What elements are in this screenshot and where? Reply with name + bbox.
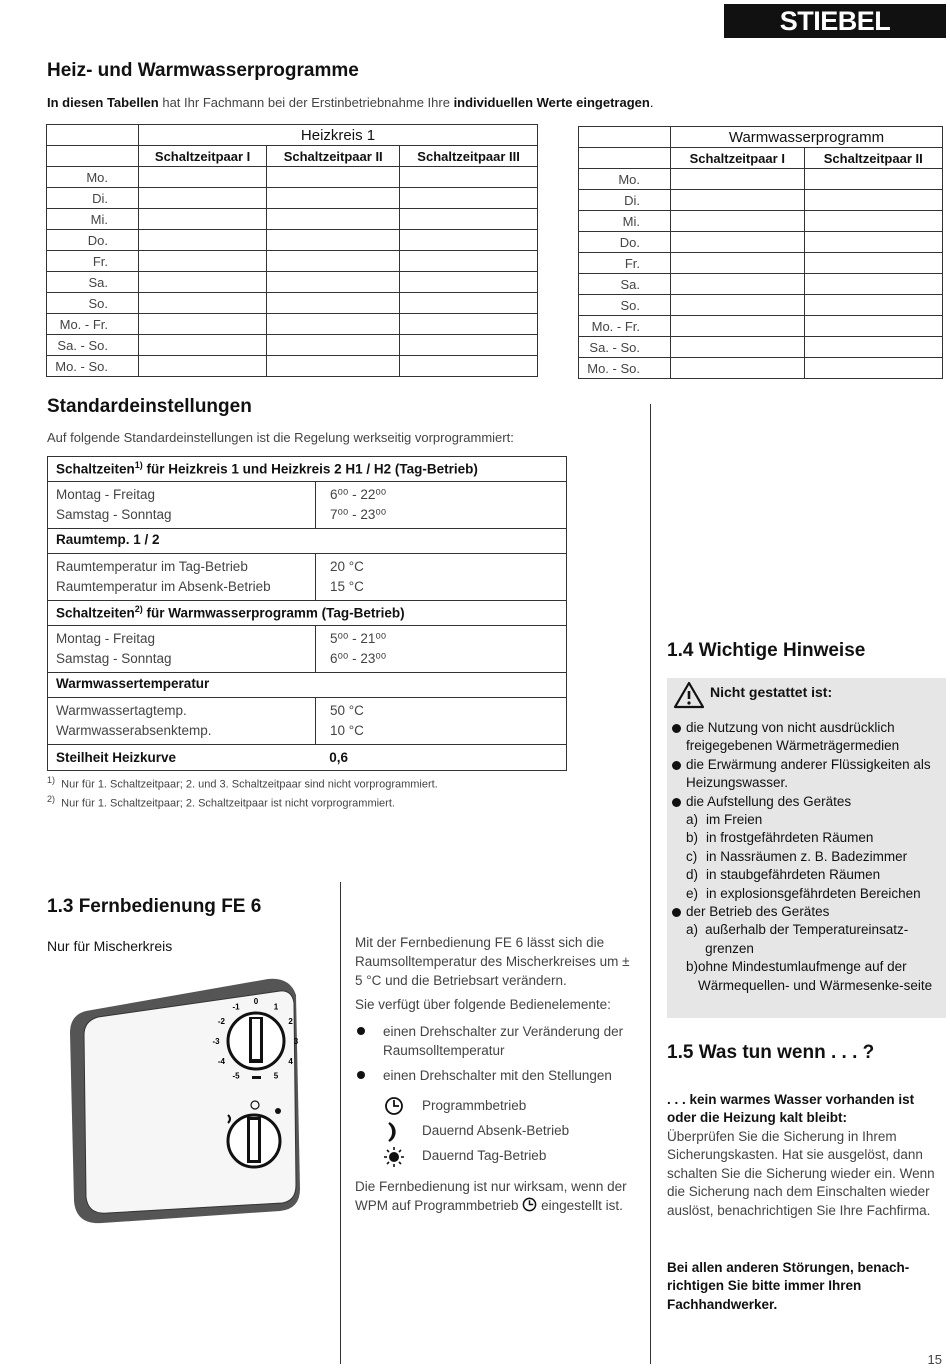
- subitem-text: in frostgefährdeten Räumen: [706, 830, 874, 846]
- setting-value: 50 °C: [330, 703, 364, 718]
- dial-label: 1: [273, 1002, 279, 1012]
- time-entry-cell[interactable]: [400, 188, 538, 209]
- setting-label: Montag - Freitag: [56, 631, 156, 646]
- standard-rows: [48, 626, 566, 673]
- standard-rows: [48, 698, 566, 745]
- time-entry-cell[interactable]: [804, 211, 943, 232]
- dial-label: -4: [217, 1057, 225, 1066]
- wastun-answer: Überprüfen Sie die Sicherung in Ihrem Sicherungskasten. Hat sie ausgelöst, dann schalten Sie die Sicherung wieder ein. Wenn die Sicherung nach dem Einschalten wieder auslöst, benachrichtigen Sie Ihre Fachfirma.: [667, 1129, 935, 1218]
- setting-value: 20 °C: [330, 559, 364, 574]
- time-entry-cell[interactable]: [804, 358, 943, 379]
- fe6-bullet-2: einen Drehschalter mit den Stellungen: [383, 1068, 612, 1083]
- footnote-text: Nur für 1. Schaltzeitpaar; 2. und 3. Schaltzeitpaar sind nicht vorprogrammiert.: [61, 778, 438, 791]
- table-row: [579, 190, 943, 211]
- time-entry-cell[interactable]: [804, 190, 943, 211]
- time-entry-cell[interactable]: [400, 335, 538, 356]
- time-entry-cell[interactable]: [400, 251, 538, 272]
- time-entry-cell[interactable]: [139, 293, 267, 314]
- subitem-key: d): [686, 867, 699, 883]
- table-row: [579, 211, 943, 232]
- warning-list: [672, 719, 946, 995]
- standard-section-header: [48, 601, 566, 626]
- setting-label: Samstag - Sonntag: [56, 507, 172, 522]
- table-row: [47, 272, 538, 293]
- sun-icon: [384, 1147, 404, 1167]
- day-label: Fr.: [579, 253, 671, 274]
- time-entry-cell[interactable]: [139, 230, 267, 251]
- day-label: Do.: [47, 230, 139, 251]
- dial-label: 5: [273, 1071, 279, 1081]
- table-row: [579, 358, 943, 379]
- day-label: So.: [47, 293, 139, 314]
- dial-label: -1: [232, 1002, 240, 1012]
- table-row: [579, 253, 943, 274]
- warning-subitem: [672, 811, 946, 829]
- warning-subitem: [672, 958, 946, 995]
- table-row: [579, 274, 943, 295]
- time-entry-cell[interactable]: [139, 272, 267, 293]
- time-entry-cell[interactable]: [671, 169, 805, 190]
- time-entry-cell[interactable]: [400, 293, 538, 314]
- table-row: [47, 188, 538, 209]
- time-entry-cell[interactable]: [139, 251, 267, 272]
- dial-label: -3: [212, 1037, 220, 1046]
- intro-bold-2: individuellen Werte eingetragen: [453, 95, 650, 110]
- header-text: für Warmwasserprogramm (Tag-Betrieb): [142, 605, 405, 621]
- dial-label: 0: [253, 997, 259, 1006]
- heading-wastun: 1.5 Was tun wenn . . . ?: [667, 1042, 875, 1063]
- heading-standard: Standardeinstellungen: [47, 396, 252, 417]
- time-entry-cell[interactable]: [139, 188, 267, 209]
- heading-hinweise: 1.4 Wichtige Hinweise: [667, 640, 866, 661]
- time-entry-cell[interactable]: [139, 167, 267, 188]
- intro-text-2: .: [649, 95, 654, 110]
- setting-value: 5⁰⁰ - 21⁰⁰: [330, 631, 387, 646]
- subitem-text: ohne Mindestumlaufmenge auf der Wärmequellen- und Wärmesenke-seite: [698, 959, 933, 993]
- header-text: für Heizkreis 1 und Heizkreis 2 H1 / H2 (Tag-Betrieb): [142, 461, 478, 477]
- day-label: Sa. - So.: [47, 335, 139, 356]
- table-row: [47, 209, 538, 230]
- standard-intro: Auf folgende Standardeinstellungen ist die Regelung werkseitig vorprogrammiert:: [47, 430, 514, 445]
- table-corner: [579, 148, 671, 169]
- day-label: Mo. - So.: [47, 356, 139, 377]
- subitem-text: in Nassräumen z. B. Badezimmer: [706, 848, 908, 864]
- time-entry-cell[interactable]: [267, 188, 400, 209]
- time-entry-cell[interactable]: [671, 232, 805, 253]
- table-row: [579, 316, 943, 337]
- time-entry-cell[interactable]: [804, 253, 943, 274]
- heizkreis-title: Heizkreis 1: [139, 125, 538, 146]
- setting-label: Warmwasserabsenktemp.: [56, 723, 212, 738]
- clock-icon: [522, 1197, 537, 1212]
- time-entry-cell[interactable]: [267, 335, 400, 356]
- day-label: Mi.: [47, 209, 139, 230]
- standard-section-header: [48, 457, 566, 482]
- brand-logo: STIEBEL ELTRON: [724, 4, 946, 38]
- warning-item: die Nutzung von nicht ausdrücklich freigegebenen Wärmeträgermedien: [672, 719, 946, 756]
- subitem-key: a): [686, 812, 699, 828]
- day-label: Mo.: [579, 169, 671, 190]
- programs-intro: [47, 95, 653, 110]
- dial-label: 4: [288, 1057, 293, 1066]
- header-text: Schaltzeiten: [56, 461, 135, 477]
- day-label: Mo. - Fr.: [47, 314, 139, 335]
- warmwasser-table: [578, 126, 943, 379]
- dial-label: 2: [288, 1017, 293, 1026]
- col-header: Schaltzeitpaar II: [804, 148, 943, 169]
- time-entry-cell[interactable]: [400, 209, 538, 230]
- footnote-mark: 2): [47, 794, 56, 804]
- setting-label: Samstag - Sonntag: [56, 651, 172, 666]
- remote-control-device-image: [68, 975, 301, 1225]
- table-row: [47, 293, 538, 314]
- time-entry-cell[interactable]: [804, 169, 943, 190]
- time-entry-cell[interactable]: [267, 314, 400, 335]
- day-label: Fr.: [47, 251, 139, 272]
- day-label: Sa. - So.: [579, 337, 671, 358]
- fe6-subtitle: Nur für Mischerkreis: [47, 938, 173, 954]
- time-entry-cell[interactable]: [139, 335, 267, 356]
- heading-programs: Heiz- und Warmwasserprogramme: [47, 60, 359, 81]
- table-corner: [579, 127, 671, 148]
- mode-tag: Dauernd Tag-Betrieb: [422, 1148, 547, 1163]
- subitem-key: c): [686, 848, 698, 864]
- time-entry-cell[interactable]: [400, 314, 538, 335]
- table-row: [579, 232, 943, 253]
- table-row: [47, 335, 538, 356]
- bullet-icon: [357, 1071, 365, 1079]
- time-entry-cell[interactable]: [267, 356, 400, 377]
- setting-label: Raumtemperatur im Tag-Betrieb: [56, 559, 248, 574]
- warning-subitem: [672, 848, 946, 866]
- time-entry-cell[interactable]: [671, 211, 805, 232]
- setting-value: 10 °C: [330, 723, 364, 738]
- warmwasser-title: Warmwasserprogramm: [671, 127, 943, 148]
- table-row: [47, 167, 538, 188]
- day-label: Mi.: [579, 211, 671, 232]
- fe6-paragraph-2: Sie verfügt über folgende Bedienelemente:: [355, 997, 611, 1012]
- moon-icon: [389, 1123, 395, 1141]
- paragraph-text: eingestellt ist.: [537, 1198, 623, 1213]
- standard-table: [47, 456, 567, 771]
- time-entry-cell[interactable]: [671, 316, 805, 337]
- setting-label: Montag - Freitag: [56, 487, 156, 502]
- subitem-key: b): [686, 830, 699, 846]
- time-entry-cell[interactable]: [671, 295, 805, 316]
- day-label: Sa.: [579, 274, 671, 295]
- time-entry-cell[interactable]: [267, 251, 400, 272]
- setting-value: 0,6: [329, 750, 348, 765]
- subitem-text: in explosionsgefährdeten Bereichen: [706, 885, 921, 901]
- day-label: Mo. - Fr.: [579, 316, 671, 337]
- standard-last-row: [48, 745, 566, 770]
- time-entry-cell[interactable]: [804, 295, 943, 316]
- table-row: [47, 314, 538, 335]
- warning-item: die Erwärmung anderer Flüssigkeiten als Heizungswasser.: [672, 756, 946, 793]
- footnote-1: [47, 775, 438, 791]
- warning-subitem: [672, 866, 946, 884]
- table-row: [579, 337, 943, 358]
- time-entry-cell[interactable]: [671, 337, 805, 358]
- mode-absenk: Dauernd Absenk-Betrieb: [422, 1123, 570, 1138]
- dial-label: -5: [232, 1071, 240, 1081]
- warning-subitem: [672, 921, 946, 958]
- fe6-paragraph-3: [355, 1177, 640, 1215]
- table-corner: [47, 146, 139, 167]
- header-text: Schaltzeiten: [56, 605, 135, 621]
- day-label: Sa.: [47, 272, 139, 293]
- time-entry-cell[interactable]: [804, 274, 943, 295]
- setting-label: Raumtemperatur im Absenk-Betrieb: [56, 579, 271, 594]
- clock-icon: [386, 1098, 402, 1114]
- footnote-2: [47, 794, 395, 810]
- time-entry-cell[interactable]: [400, 167, 538, 188]
- table-row: [579, 295, 943, 316]
- fe6-bullet-1: einen Drehschalter zur Veränderung der Raumsolltemperatur: [383, 1024, 624, 1058]
- table-row: [47, 356, 538, 377]
- time-entry-cell[interactable]: [267, 209, 400, 230]
- day-label: Di.: [47, 188, 139, 209]
- bullet-icon: [357, 1027, 365, 1035]
- setting-label: Warmwassertagtemp.: [56, 703, 187, 718]
- subitem-text: außerhalb der Temperatureinsatz-grenzen: [705, 922, 909, 956]
- subitem-key: a): [686, 922, 699, 938]
- time-entry-cell[interactable]: [671, 190, 805, 211]
- intro-bold-1: In diesen Tabellen: [47, 95, 159, 110]
- mode-programmbetrieb: Programmbetrieb: [422, 1098, 527, 1113]
- footnote-mark: 1): [47, 775, 56, 785]
- page-number: 15: [927, 1352, 942, 1367]
- day-label: Mo. - So.: [579, 358, 671, 379]
- warning-subitem: [672, 829, 946, 847]
- time-entry-cell[interactable]: [400, 356, 538, 377]
- intro-text-1: hat Ihr Fachmann bei der Erstinbetriebnahme Ihre: [158, 95, 454, 110]
- time-entry-cell[interactable]: [804, 316, 943, 337]
- table-row: [47, 230, 538, 251]
- col-header: Schaltzeitpaar I: [139, 146, 267, 167]
- table-row: [579, 169, 943, 190]
- time-entry-cell[interactable]: [671, 358, 805, 379]
- time-entry-cell[interactable]: [400, 230, 538, 251]
- mode-icons: [383, 1097, 405, 1177]
- time-entry-cell[interactable]: [400, 272, 538, 293]
- setting-value: 15 °C: [330, 579, 364, 594]
- footnote-mark: 1): [134, 460, 143, 470]
- dial-label: 3: [293, 1037, 299, 1046]
- wastun-question: . . . kein warmes Wasser vorhanden ist oder die Heizung kalt bleibt:: [667, 1092, 915, 1126]
- wastun-final-note: Bei allen anderen Störungen, benach-richtigen Sie bitte immer Ihren Fachhandwerker.: [667, 1260, 910, 1312]
- day-label: Mo.: [47, 167, 139, 188]
- footnote-text: Nur für 1. Schaltzeitpaar; 2. Schaltzeitpaar ist nicht vorprogrammiert.: [61, 797, 395, 810]
- heading-fe6: 1.3 Fernbedienung FE 6: [47, 896, 262, 917]
- setting-value: 6⁰⁰ - 22⁰⁰: [330, 487, 387, 502]
- column-divider: [650, 404, 651, 1364]
- time-entry-cell[interactable]: [267, 293, 400, 314]
- warning-item: die Aufstellung des Gerätes: [672, 793, 946, 811]
- col-header: Schaltzeitpaar I: [671, 148, 805, 169]
- col-header: Schaltzeitpaar II: [267, 146, 400, 167]
- sun-icon: [275, 1108, 281, 1114]
- day-label: Di.: [579, 190, 671, 211]
- column-divider: [340, 882, 341, 1364]
- paragraph-text: Die Fernbedienung ist nur wirksam, wenn der WPM auf Programmbetrieb: [355, 1179, 627, 1213]
- time-entry-cell[interactable]: [671, 253, 805, 274]
- subitem-text: im Freien: [706, 812, 763, 828]
- time-entry-cell[interactable]: [804, 337, 943, 358]
- standard-rows: [48, 482, 566, 529]
- time-entry-cell[interactable]: [804, 232, 943, 253]
- standard-section-header: Warmwassertemperatur: [48, 673, 566, 698]
- time-entry-cell[interactable]: [139, 209, 267, 230]
- standard-rows: [48, 554, 566, 601]
- warning-subitems: [672, 921, 946, 995]
- time-entry-cell[interactable]: [267, 167, 400, 188]
- setting-label: Steilheit Heizkurve: [56, 750, 177, 765]
- time-entry-cell[interactable]: [267, 272, 400, 293]
- standard-section-header: Raumtemp. 1 / 2: [48, 529, 566, 554]
- dial-label: -2: [217, 1017, 225, 1026]
- fe6-paragraph-1: Mit der Fernbedienung FE 6 lässt sich die Raumsolltemperatur des Mischerkreises um ± 5 °C und die Betriebsart verändern.: [355, 935, 630, 988]
- time-entry-cell[interactable]: [671, 274, 805, 295]
- subitem-key: e): [686, 885, 699, 901]
- warning-subitem: [672, 885, 946, 903]
- subitem-key: b): [686, 959, 699, 975]
- col-header: Schaltzeitpaar III: [400, 146, 538, 167]
- warning-title: Nicht gestattet ist:: [710, 684, 833, 700]
- subitem-text: in staubgefährdeten Räumen: [706, 867, 881, 883]
- warning-item: der Betrieb des Gerätes: [672, 903, 946, 921]
- table-corner: [47, 125, 139, 146]
- time-entry-cell[interactable]: [267, 230, 400, 251]
- warning-triangle-icon: [673, 681, 705, 709]
- day-label: Do.: [579, 232, 671, 253]
- footnote-mark: 2): [134, 604, 143, 614]
- heizkreis-table: [46, 124, 538, 377]
- time-entry-cell[interactable]: [139, 314, 267, 335]
- setting-value: 7⁰⁰ - 23⁰⁰: [330, 507, 387, 522]
- time-entry-cell[interactable]: [139, 356, 267, 377]
- setting-value: 6⁰⁰ - 23⁰⁰: [330, 651, 387, 666]
- day-label: So.: [579, 295, 671, 316]
- table-row: [47, 251, 538, 272]
- warning-subitems: [672, 811, 946, 903]
